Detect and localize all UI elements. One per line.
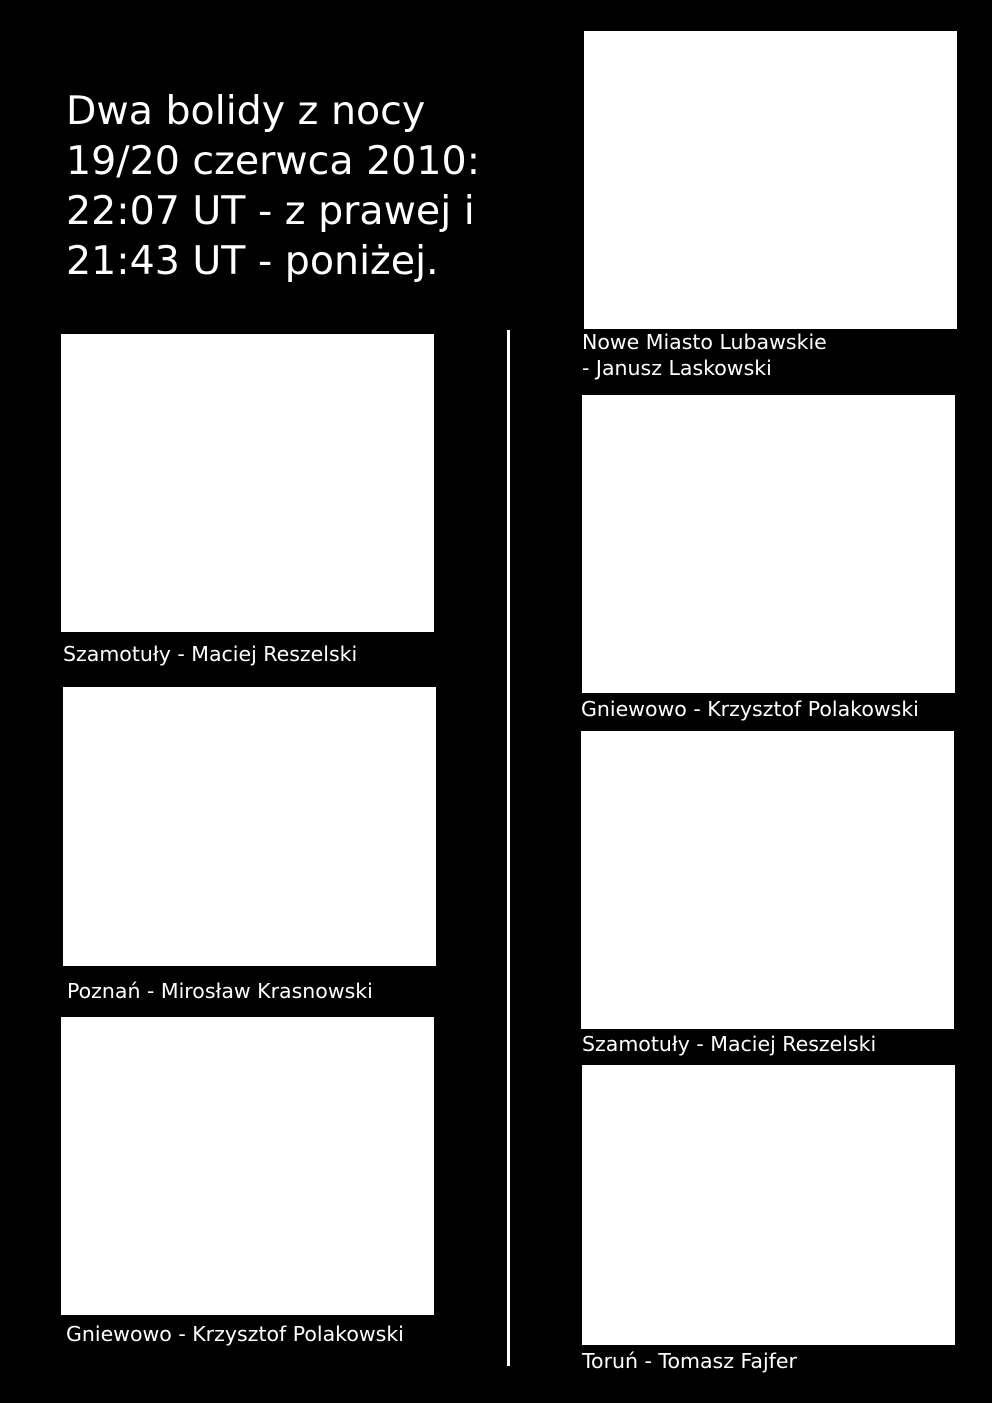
caption-szamotuly-left: Szamotuły - Maciej Reszelski [63,642,358,666]
caption-gniewowo-right: Gniewowo - Krzysztof Polakowski [581,697,919,721]
photo-torun [582,1065,955,1345]
caption-gniewowo-left: Gniewowo - Krzysztof Polakowski [66,1322,404,1346]
photo-szamotuly-right [581,731,954,1029]
caption-torun: Toruń - Tomasz Fajfer [582,1349,797,1373]
photo-szamotuly-left [61,334,434,632]
photo-gniewowo-left [61,1017,434,1315]
caption-nowe-miasto-lubawskie: Nowe Miasto Lubawskie - Janusz Laskowski [582,330,827,380]
photo-nowe-miasto-lubawskie [584,31,957,329]
photo-poznan [63,687,436,966]
photo-gniewowo-right [582,395,955,693]
column-divider [507,330,510,1366]
poster-headline: Dwa bolidy z nocy 19/20 czerwca 2010: 22:07 UT - z prawej i 21:43 UT - poniżej. [66,88,480,284]
caption-szamotuly-right: Szamotuły - Maciej Reszelski [582,1032,877,1056]
caption-poznan: Poznań - Mirosław Krasnowski [67,979,373,1003]
